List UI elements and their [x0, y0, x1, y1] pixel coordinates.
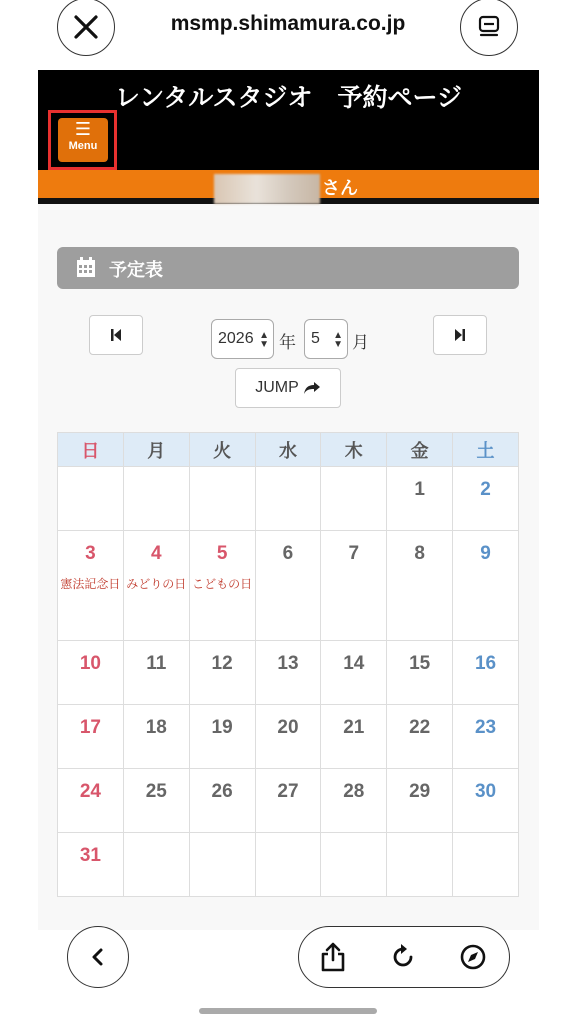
web-page: [38, 70, 539, 930]
weekday-sat: 土: [453, 433, 519, 467]
weekday-tue: 火: [189, 433, 255, 467]
calendar-day-empty: [321, 467, 387, 531]
calendar-day[interactable]: 15: [387, 641, 453, 705]
calendar-day-empty: [123, 833, 189, 897]
month-select[interactable]: [304, 319, 348, 359]
month-value: 5: [311, 330, 320, 347]
holiday-name: こどもの日: [192, 577, 253, 591]
day-number: 4: [150, 543, 162, 564]
share-button[interactable]: [317, 941, 349, 973]
day-number: 3: [85, 543, 96, 564]
section-title: 予定表: [109, 260, 163, 281]
tabs-button[interactable]: [460, 0, 518, 56]
hamburger-icon: ☰: [74, 119, 92, 140]
calendar-day[interactable]: 24: [58, 769, 124, 833]
calendar-day[interactable]: 9: [453, 531, 519, 641]
calendar-day-empty: [58, 467, 124, 531]
calendar-week-row: [58, 641, 519, 705]
share-arrow-icon: [303, 381, 321, 395]
calendar-day[interactable]: 25: [123, 769, 189, 833]
calendar-day[interactable]: 6: [255, 531, 321, 641]
section-header: [57, 247, 519, 289]
weekday-sun: 日: [58, 433, 124, 467]
compass-button[interactable]: [457, 941, 489, 973]
browser-actions-pill: [298, 926, 510, 988]
page-title: レンタルスタジオ 予約ページ: [114, 83, 463, 112]
site-header: [38, 70, 539, 170]
tabs-icon: [477, 15, 501, 39]
calendar-day[interactable]: 8: [387, 531, 453, 641]
prev-month-button[interactable]: [89, 315, 143, 355]
calendar-day[interactable]: 1: [387, 467, 453, 531]
calendar-day[interactable]: 16: [453, 641, 519, 705]
calendar-day[interactable]: 21: [321, 705, 387, 769]
weekday-wed: 水: [255, 433, 321, 467]
weekday-thu: 木: [321, 433, 387, 467]
calendar-week-row: [58, 769, 519, 833]
calendar-day-empty: [453, 833, 519, 897]
calendar-day-empty: [123, 467, 189, 531]
browser-bottom-toolbar: [0, 930, 576, 1024]
jump-label: JUMP: [255, 379, 299, 396]
back-icon: [88, 947, 108, 967]
weekday-mon: 月: [123, 433, 189, 467]
calendar-day[interactable]: 13: [255, 641, 321, 705]
calendar-day[interactable]: 2: [453, 467, 519, 531]
weekday-header-row: [58, 433, 519, 467]
reload-icon: [389, 943, 417, 971]
holiday-name: みどりの日: [126, 577, 187, 591]
calendar-day[interactable]: 26: [189, 769, 255, 833]
month-unit: 月: [352, 333, 369, 353]
calendar-day[interactable]: 30: [453, 769, 519, 833]
calendar-day-holiday[interactable]: [123, 531, 189, 641]
calendar-day[interactable]: 22: [387, 705, 453, 769]
calendar-day[interactable]: 31: [58, 833, 124, 897]
calendar-day[interactable]: 23: [453, 705, 519, 769]
year-value: 2026: [218, 330, 254, 347]
user-bar: [38, 170, 539, 204]
compass-icon: [459, 943, 487, 971]
user-name-redacted: [214, 174, 320, 204]
calendar-day[interactable]: 11: [123, 641, 189, 705]
menu-button[interactable]: [58, 118, 108, 162]
calendar-day[interactable]: 28: [321, 769, 387, 833]
calendar-day[interactable]: 27: [255, 769, 321, 833]
calendar-day-empty: [255, 833, 321, 897]
calendar-day[interactable]: 18: [123, 705, 189, 769]
skip-back-icon: [109, 327, 123, 343]
url-address[interactable]: msmp.shimamura.co.jp: [170, 12, 406, 35]
calendar-day[interactable]: 29: [387, 769, 453, 833]
skip-forward-icon: [453, 327, 467, 343]
calendar-day-empty: [387, 833, 453, 897]
calendar-day-holiday[interactable]: [189, 531, 255, 641]
next-month-button[interactable]: [433, 315, 487, 355]
reload-button[interactable]: [387, 941, 419, 973]
calendar-day[interactable]: 20: [255, 705, 321, 769]
calendar-icon: [75, 256, 97, 278]
calendar-day-empty: [189, 467, 255, 531]
calendar-day-holiday[interactable]: [58, 531, 124, 641]
user-name-suffix: さん: [322, 178, 358, 199]
year-select[interactable]: [211, 319, 274, 359]
calendar-day[interactable]: 10: [58, 641, 124, 705]
day-number: 5: [216, 543, 228, 564]
menu-button-label: Menu: [68, 140, 98, 152]
weekday-fri: 金: [387, 433, 453, 467]
holiday-name: 憲法記念日: [60, 577, 121, 591]
calendar-day-empty: [321, 833, 387, 897]
calendar-day-empty: [189, 833, 255, 897]
calendar-day[interactable]: 19: [189, 705, 255, 769]
browser-top-bar: [0, 0, 576, 70]
calendar-day-empty: [255, 467, 321, 531]
calendar-day[interactable]: 14: [321, 641, 387, 705]
jump-button[interactable]: [235, 368, 341, 408]
calendar-day[interactable]: 12: [189, 641, 255, 705]
calendar-week-row: [58, 467, 519, 531]
calendar-day[interactable]: 17: [58, 705, 124, 769]
calendar-week-row: [58, 531, 519, 641]
calendar-table: [57, 432, 519, 897]
back-button[interactable]: [67, 926, 129, 988]
calendar-day[interactable]: 7: [321, 531, 387, 641]
calendar-week-row: [58, 705, 519, 769]
home-indicator: [199, 1008, 377, 1014]
select-arrows-icon: ▲ ▼: [333, 330, 343, 350]
calendar-week-row: [58, 833, 519, 897]
select-arrows-icon: ▲ ▼: [259, 330, 269, 350]
share-icon: [319, 942, 347, 972]
year-unit: 年: [279, 333, 296, 353]
